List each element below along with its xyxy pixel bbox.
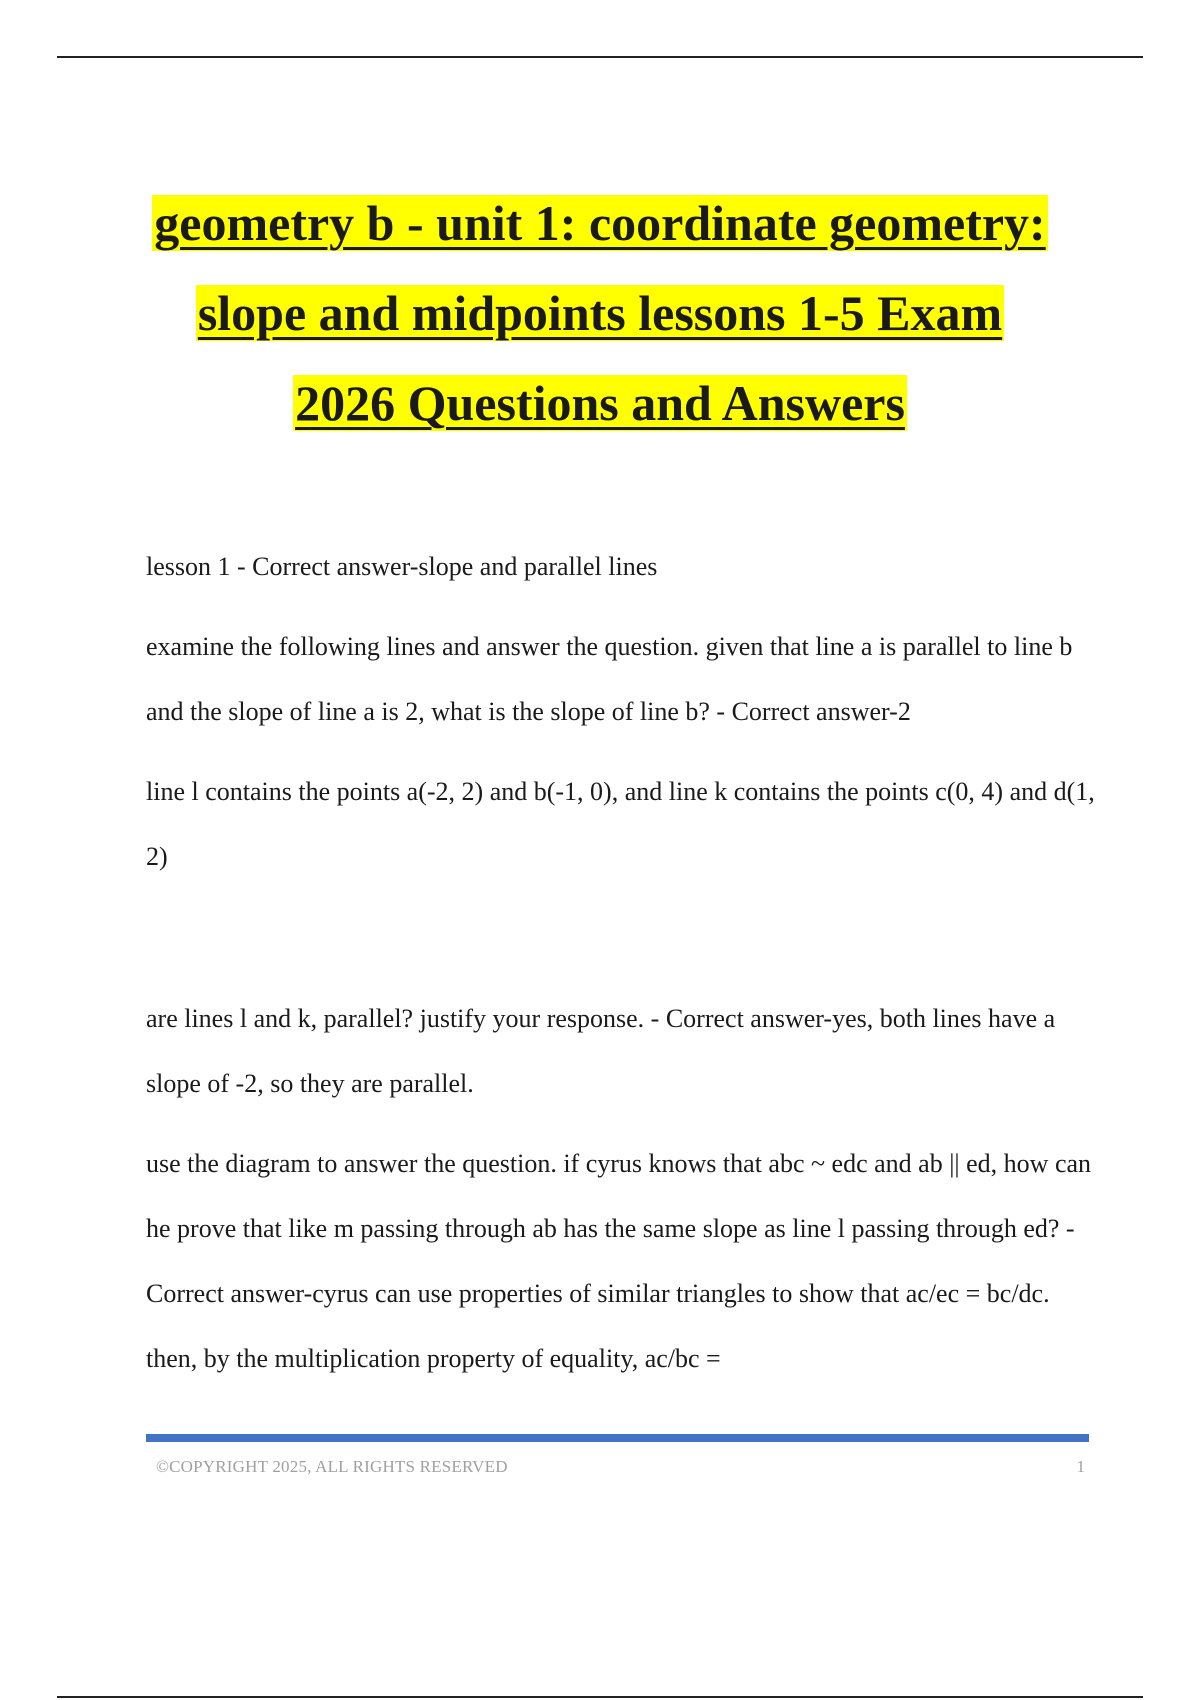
document-title [100, 178, 1100, 448]
footer-page-number: 1 [1076, 1457, 1085, 1476]
footer-divider-bar [146, 1434, 1089, 1442]
title-line-1: geometry b - unit 1: coordinate geometry: [154, 195, 1046, 251]
title-line-2: slope and midpoints lessons 1-5 Exam [197, 285, 1003, 341]
page-bottom-rule [57, 1696, 1143, 1698]
paragraph-lesson-heading: lesson 1 - Correct answer-slope and parallel lines [146, 552, 658, 581]
paragraph-question-1: examine the following lines and answer the question. given that line a is parallel to line b and the slope of line a is 2, what is the slope of line b? - Correct answer-2 [146, 632, 1073, 726]
paragraph-question-3: use the diagram to answer the question. if cyrus knows that abc ~ edc and ab || ed, how can he prove that like m passing through ab has the same slope as line l passing through ed? - Correct answer-cyrus can use properties of similar triangles to show that ac/ec = bc/dc. then, by the multiplication property of equality, ac/bc = [146, 1149, 1092, 1373]
footer-copyright: ©COPYRIGHT 2025, ALL RIGHTS RESERVED [156, 1457, 508, 1476]
document-body [146, 534, 1096, 1391]
page-top-rule [57, 56, 1143, 58]
paragraph-question-2-setup: line l contains the points a(-2, 2) and b(-1, 0), and line k contains the points c(0, 4) and d(1, 2) [146, 777, 1095, 871]
paragraph-question-2: are lines l and k, parallel? justify your response. - Correct answer-yes, both lines have a slope of -2, so they are parallel. [146, 1004, 1056, 1098]
title-line-3: 2026 Questions and Answers [295, 375, 905, 431]
